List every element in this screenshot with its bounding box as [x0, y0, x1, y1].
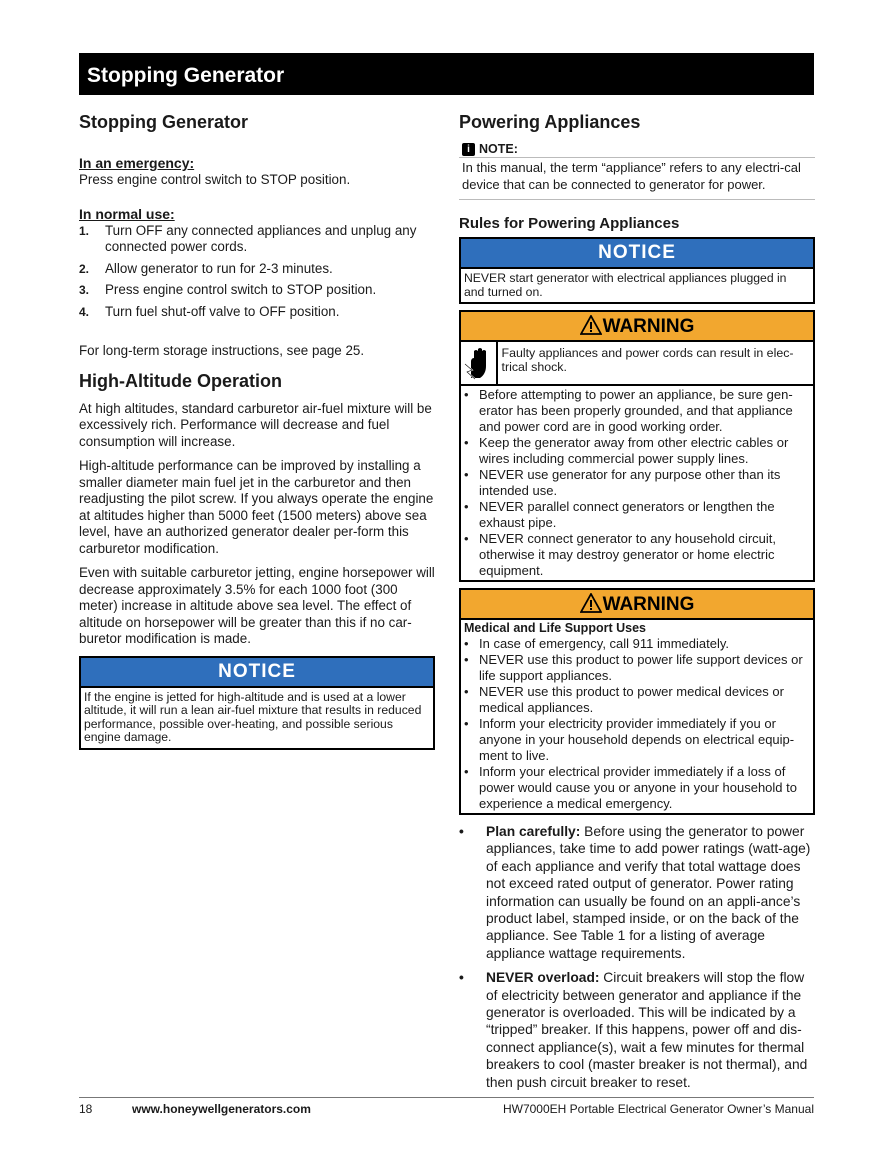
powering-title: Powering Appliances [459, 112, 641, 132]
medical-heading: Medical and Life Support Uses [464, 621, 646, 635]
footer-url[interactable]: www.honeywellgenerators.com [132, 1102, 311, 1116]
note-label: NOTE: [479, 142, 518, 156]
altitude-notice [79, 656, 435, 750]
warning-list [461, 636, 813, 813]
step-item: 4. Turn fuel shut-off valve to OFF position. [79, 303, 340, 319]
info-icon: i [462, 143, 475, 156]
list-item: • Inform your electrical provider immediately if a loss of power would cause you or anyone in your household to experience a medical emergency. [461, 764, 811, 812]
altitude-paragraph-2: High-altitude performance can be improved by installing a smaller diameter main fuel jet in the carburetor and then readjusting the pilot screw. If you always operate the engine at altitudes higher than 5000 feet (1500 meters) above sea level, have an authorized generator dealer per-form this carburetor modification. [79, 458, 434, 556]
warning-label: WARNING [602, 316, 695, 337]
list-item: • NEVER use this product to power medical devices or medical appliances. [461, 684, 811, 716]
left-column [79, 112, 435, 750]
power-rules-list [459, 823, 815, 1091]
notice-label: NOTICE [461, 239, 813, 269]
warning-triangle-icon [580, 315, 602, 335]
altitude-paragraph-1: At high altitudes, standard carburetor air-fuel mixture will be excessively rich. Performance will decrease and fuel consumption will increase. [79, 400, 432, 449]
rules-notice [459, 237, 815, 304]
right-column [459, 112, 815, 1098]
list-item: • NEVER parallel connect generators or lengthen the exhaust pipe. [461, 499, 811, 531]
note-block [459, 141, 815, 200]
shock-text: Faulty appliances and power cords can result in elec-trical shock. [501, 346, 794, 374]
notice-text: If the engine is jetted for high-altitude and is used at a lower altitude, it will run a lean air-fuel mixture that results in reduced performance, possible over-heating, and possible serious engine damage. [84, 689, 422, 744]
list-item: • Inform your electricity provider immediately if you or anyone in your household depends on electrical equip-ment to live. [461, 716, 811, 764]
electric-shock-icon [461, 342, 498, 384]
step-item: 3. Press engine control switch to STOP position. [79, 282, 377, 297]
list-item: • NEVER use this product to power life support devices or life support appliances. [461, 652, 811, 684]
list-item: • NEVER connect generator to any household circuit, otherwise it may destroy generator or home electric equipment. [461, 531, 811, 579]
step-item: 2. Allow generator to run for 2-3 minutes. [79, 260, 333, 276]
emergency-heading: In an emergency: [79, 155, 195, 171]
rules-title: Rules for Powering Appliances [459, 215, 680, 232]
altitude-paragraph-3: Even with suitable carburetor jetting, engine horsepower will decrease approximately 3.5% for each 1000 foot (300 meter) increase in altitude above sea level. The effect of altitude on horsepower will be greater than this if no car-buretor modification is made. [79, 565, 435, 646]
notice-text: NEVER start generator with electrical appliances plugged in and turned on. [464, 271, 787, 299]
storage-reference: For long-term storage instructions, see page 25. [79, 343, 365, 358]
section-banner: Stopping Generator [79, 53, 814, 95]
list-item: • NEVER use generator for any purpose other than its intended use. [461, 467, 811, 499]
electrical-warning [459, 310, 815, 582]
page-number: 18 [79, 1102, 93, 1116]
notice-label: NOTICE [81, 658, 433, 688]
warning-triangle-icon [580, 593, 602, 613]
footer-manual-title: HW7000EH Portable Electrical Generator Owner’s Manual [502, 1102, 814, 1116]
list-item: • NEVER overload: Circuit breakers will stop the flow of electricity between generator and appliance if the generator is overloaded. This will be indicated by a “tripped” breaker. If this happens, power off and dis-connect appliance(s), wait a few minutes for thermal breakers to cool (master breaker is not thermal), and then push circuit breaker to reset. [459, 970, 808, 1090]
footer-divider [79, 1097, 814, 1098]
normal-use-heading: In normal use: [79, 205, 175, 222]
altitude-title: High-Altitude Operation [79, 370, 282, 391]
medical-warning [459, 588, 815, 815]
warning-label: WARNING [602, 594, 695, 615]
stopping-steps [79, 223, 435, 321]
emergency-text: Press engine control switch to STOP position. [79, 172, 351, 187]
list-item: • Before attempting to power an appliance, be sure gen-erator has been properly grounded, and that appliance and power cord are in good working order. [461, 387, 811, 435]
list-item: • Keep the generator away from other electric cables or wires including commercial power supply lines. [461, 435, 811, 467]
note-text: In this manual, the term “appliance” refers to any electri-cal device that can be connected to generator for power. [462, 160, 801, 192]
step-item: 1. Turn OFF any connected appliances and unplug any connected power cords. [79, 222, 417, 254]
warning-list [461, 386, 813, 580]
list-item: • In case of emergency, call 911 immediately. [461, 636, 811, 652]
list-item: • Plan carefully: Before using the generator to power appliances, take time to add power ratings (watt-age) of each appliance and verify that total wattage does not exceed rated output of generator. Power rating information can usually be found on an appli-ance’s product label, stamped inside, or on the back of the appliance. See Table 1 for a listing of average appliance wattage requirements. [459, 824, 811, 961]
section-title: Stopping Generator [79, 112, 249, 132]
